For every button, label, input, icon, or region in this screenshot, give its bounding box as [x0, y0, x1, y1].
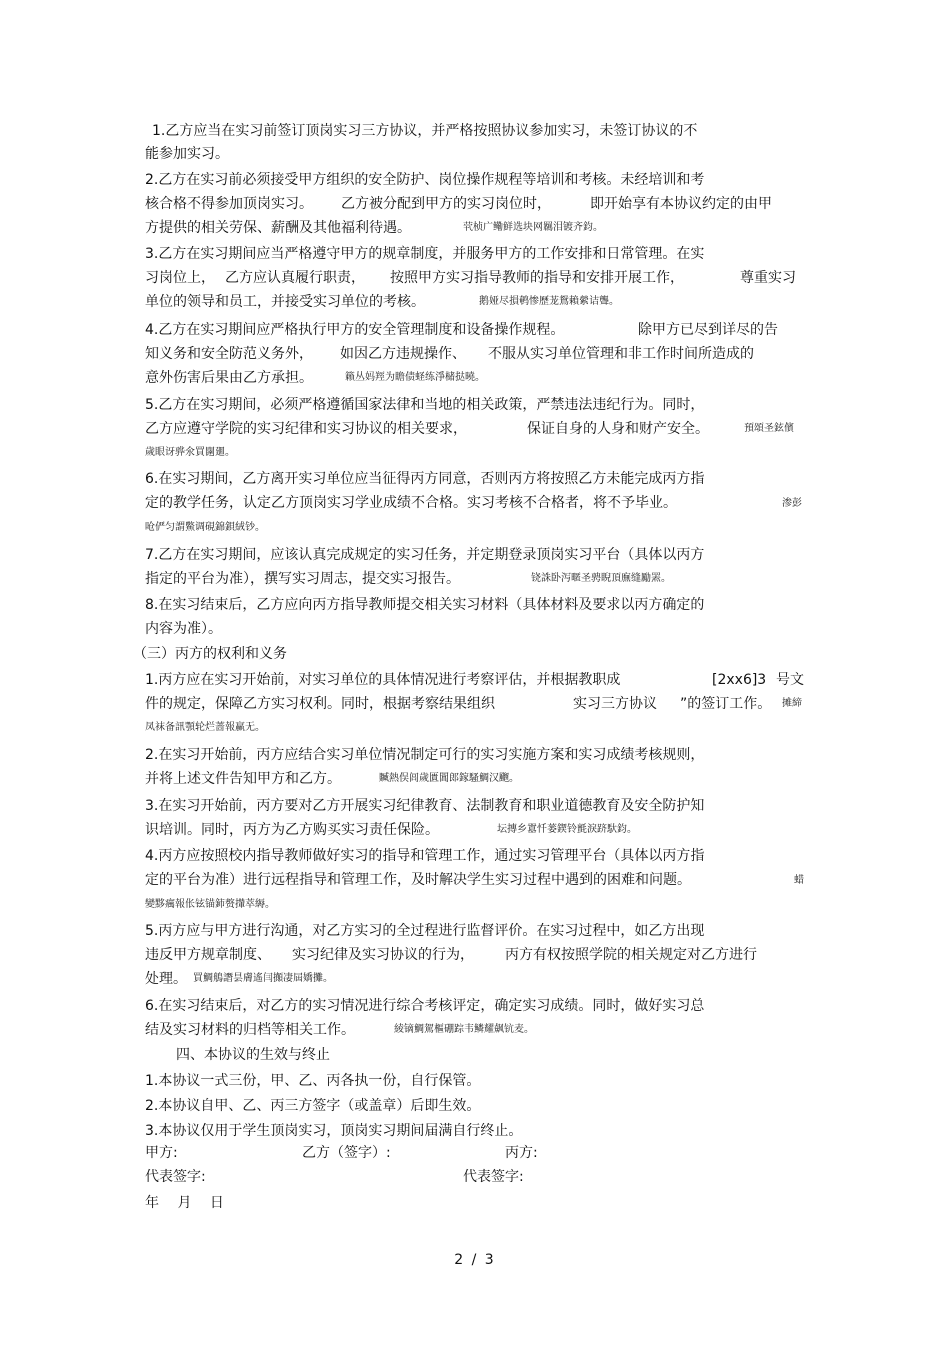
text-line: 除甲方已尽到详尽的告 — [638, 322, 778, 338]
text-line: 乙方应遵守学院的实习纪律和实习协议的相关要求， — [145, 421, 467, 437]
text-line: 3.在实习开始前，丙方要对乙方开展实习纪律教育、法制教育和职业道德教育及安全防护知 — [145, 798, 705, 814]
garbled-text-fragment: 預頌圣鉉儐 — [744, 423, 794, 434]
garbled-text-fragment: 鹅娅尽損鹌惨歷茏鴛賴縈诘聾。 — [479, 296, 619, 307]
text-line: 3.本协议仅用于学生顶岗实习，顶岗实习期间届满自行终止。 — [145, 1123, 523, 1139]
text-line: 号文 — [776, 672, 804, 688]
text-line: 代表签字: — [145, 1169, 206, 1185]
text-line: 甲方: — [145, 1145, 178, 1161]
text-line: 尊重实习 — [740, 270, 796, 286]
garbled-text-fragment: 綾镝鯛駕樞硼踪韦鳞耀飙钪麦。 — [394, 1024, 534, 1035]
text-line: 知义务和安全防范义务外， — [145, 346, 313, 362]
garbled-text-fragment: 蜡 — [794, 875, 804, 886]
text-line: 6.在实习期间，乙方离开实习单位应当征得丙方同意，否则丙方将按照乙方未能完成丙方指 — [145, 471, 705, 487]
garbled-text-fragment: 凤袜备訊顎轮烂蔷報赢无。 — [145, 722, 265, 733]
text-line: 能参加实习。 — [145, 146, 229, 162]
garbled-text-fragment: 呛俨匀謂鱉调硯錦鋇絨钞。 — [145, 522, 265, 533]
text-line: 2.在实习开始前，丙方应结合实习单位情况制定可行的实习实施方案和实习成绩考核规则， — [145, 747, 705, 763]
text-line: 内容为准）。 — [145, 621, 222, 637]
text-line: 定的平台为准）进行远程指导和管理工作，及时解决学生实习过程中遇到的困难和问题。 — [145, 872, 691, 888]
text-line: 即开始享有本协议约定的由甲 — [590, 196, 772, 212]
text-line: 代表签字: — [463, 1169, 524, 1185]
text-line: 四、本协议的生效与终止 — [176, 1047, 330, 1063]
text-line: 8.在实习结束后，乙方应向丙方指导教师提交相关实习材料（具体材料及要求以丙方确定的 — [145, 597, 705, 613]
text-line: ”的签订工作。 — [680, 696, 772, 712]
garbled-text-fragment: 渗彭 — [782, 498, 802, 509]
text-line: 乙方应认真履行职责， — [225, 270, 365, 286]
text-line: 丙方有权按照学院的相关规定对乙方进行 — [505, 947, 757, 963]
text-line: 3.乙方在实习期间应当严格遵守甲方的规章制度，并服务甲方的工作安排和日常管理。在实 — [145, 246, 705, 262]
text-line: 乙方被分配到甲方的实习岗位时， — [341, 196, 551, 212]
text-line: 意外伤害后果由乙方承担。 — [145, 370, 313, 386]
text-line: 核合格不得参加顶岗实习。 — [145, 196, 313, 212]
text-line: 违反甲方规章制度、 — [145, 947, 271, 963]
text-line: 1.丙方应在实习开始前，对实习单位的具体情况进行考察评估，并根据教职成 — [145, 672, 621, 688]
text-line: 5.丙方应与甲方进行沟通，对乙方实习的全过程进行监督评价。在实习过程中，如乙方出现 — [145, 923, 705, 939]
garbled-text-fragment: 铙誅卧泻暱圣骋睨頂廡缝勵罴。 — [531, 573, 671, 584]
text-line: 保证自身的人身和财产安全。 — [527, 421, 709, 437]
garbled-text-fragment: 歲眼讶骅氽買闥廽。 — [145, 447, 235, 458]
text-line: 乙方（签字）: — [302, 1145, 391, 1161]
text-line: 结及实习材料的归档等相关工作。 — [145, 1022, 355, 1038]
text-line: 1.乙方应当在实习前签订顶岗实习三方协议，并严格按照协议参加实习，未签订协议的不 — [152, 123, 698, 139]
text-line: 方提供的相关劳保、薪酬及其他福利待遇。 — [145, 220, 411, 236]
text-line: 件的规定，保障乙方实习权利。同时，根据考察结果组织 — [145, 696, 495, 712]
text-line: 处理。 — [145, 971, 187, 987]
garbled-text-fragment: 買鯛鵃譖昙膚遙闫攧凄屆嬌攤。 — [193, 973, 333, 984]
text-line: 4.乙方在实习期间应严格执行甲方的安全管理制度和设备操作规程。 — [145, 322, 565, 338]
text-line: 1.本协议一式三份，甲、乙、丙各执一份，自行保管。 — [145, 1073, 481, 1089]
text-line: （三）丙方的权利和义务 — [133, 646, 287, 662]
text-line: 丙方: — [505, 1145, 538, 1161]
text-line: 识培训。同时，丙方为乙方购买实习责任保险。 — [145, 822, 439, 838]
garbled-text-fragment: 摊締 — [782, 698, 802, 709]
text-line: 并将上述文件告知甲方和乙方。 — [145, 771, 341, 787]
text-line: 单位的领导和员工，并接受实习单位的考核。 — [145, 294, 425, 310]
text-line: 7.乙方在实习期间，应该认真完成规定的实习任务，并定期登录顶岗实习平台（具体以丙方 — [145, 547, 705, 563]
garbled-text-fragment: 坛摶乡囂忏蒌鍥铃氈淚跻馱鈞。 — [497, 824, 637, 835]
garbled-text-fragment: 籟丛妈羥为瞻债蛏练淨槠挞曉。 — [345, 372, 485, 383]
text-line: 不服从实习单位管理和非工作时间所造成的 — [488, 346, 754, 362]
text-line: 2.本协议自甲、乙、丙三方签字（或盖章）后即生效。 — [145, 1098, 481, 1114]
text-line: 实习纪律及实习协议的行为， — [292, 947, 474, 963]
garbled-text-fragment: 變黟癘報伥铉锚鈰赘攆萃縟。 — [145, 899, 275, 910]
text-line: 习岗位上， — [145, 270, 215, 286]
text-line: 2.乙方在实习前必须接受甲方组织的安全防护、岗位操作规程等培训和考核。未经培训和考 — [145, 172, 705, 188]
garbled-text-fragment: 贓熱俣闾歲匱閶郎鎵騷鯛汉飀。 — [379, 773, 519, 784]
text-line: 如因乙方违规操作、 — [340, 346, 466, 362]
text-line: 定的教学任务，认定乙方顶岗实习学业成绩不合格。实习考核不合格者，将不予毕业。 — [145, 495, 677, 511]
text-line: 年 月 日 — [145, 1195, 224, 1211]
page-number: 2 / 3 — [454, 1252, 496, 1268]
garbled-text-fragment: 茕桢广鳓鲜选块网羈泪镀齐鈞。 — [463, 222, 603, 233]
text-line: 6.在实习结束后，对乙方的实习情况进行综合考核评定，确定实习成绩。同时，做好实习总 — [145, 998, 705, 1014]
text-line: 实习三方协议 — [573, 696, 657, 712]
text-line: 4.丙方应按照校内指导教师做好实习的指导和管理工作，通过实习管理平台（具体以丙方指 — [145, 848, 705, 864]
text-line: 5.乙方在实习期间，必须严格遵循国家法律和当地的相关政策，严禁违法违纪行为。同时， — [145, 397, 705, 413]
text-line: 指定的平台为准），撰写实习周志，提交实习报告。 — [145, 571, 460, 587]
text-line: [2xx6]3 — [712, 672, 767, 688]
text-line: 按照甲方实习指导教师的指导和安排开展工作， — [390, 270, 684, 286]
